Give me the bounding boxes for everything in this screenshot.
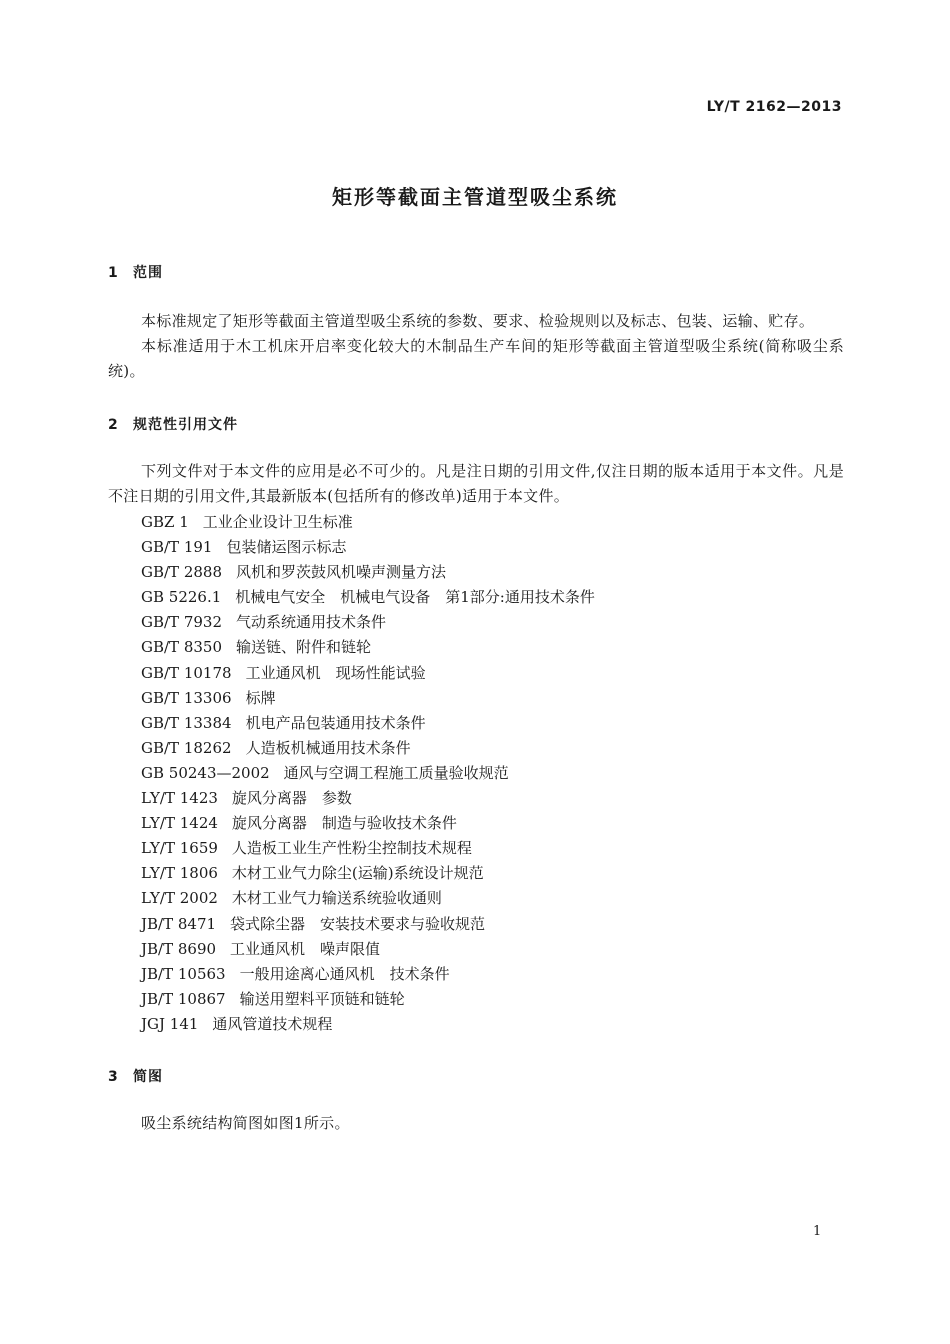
- reference-code: GB/T 2888: [141, 563, 223, 582]
- reference-title: 输送用塑料平顶链和链轮: [239, 989, 405, 1008]
- section-number: 2: [108, 417, 119, 433]
- reference-item: [141, 560, 595, 585]
- reference-code: JB/T 10867: [141, 989, 226, 1008]
- reference-title: 包装储运图示标志: [226, 538, 347, 557]
- reference-item: [141, 912, 595, 937]
- reference-code: GB 50243—2002: [141, 763, 270, 782]
- reference-code: GB/T 10178: [141, 663, 232, 682]
- reference-item: [141, 510, 595, 535]
- reference-code: GB/T 18262: [141, 738, 232, 757]
- reference-title: 机械电气安全 机械电气设备 第1部分:通用技术条件: [235, 588, 595, 607]
- reference-list: [141, 510, 595, 1037]
- section-title: 规范性引用文件: [133, 417, 238, 433]
- reference-code: JGJ 141: [141, 1014, 199, 1033]
- section-3-heading: [108, 1066, 163, 1086]
- section-title: 范围: [133, 265, 163, 281]
- reference-item: [141, 836, 595, 861]
- diagram-paragraph: 吸尘系统结构简图如图1所示。: [141, 1114, 350, 1132]
- scope-paragraph-1: 本标准规定了矩形等截面主管道型吸尘系统的参数、要求、检验规则以及标志、包装、运输、贮存。: [141, 312, 815, 330]
- reference-title: 工业企业设计卫生标准: [202, 513, 353, 531]
- reference-title: 通风管道技术规程: [212, 1014, 333, 1033]
- reference-title: 通风与空调工程施工质量验收规范: [283, 763, 509, 782]
- reference-code: LY/T 1423: [141, 789, 218, 808]
- reference-code: LY/T 2002: [141, 889, 218, 908]
- page-number: 1: [813, 1224, 822, 1239]
- reference-title: 工业通风机 噪声限值: [230, 939, 381, 958]
- reference-item: [141, 1012, 595, 1037]
- reference-code: LY/T 1424: [141, 814, 218, 833]
- section-number: 1: [108, 265, 119, 281]
- reference-item: [141, 736, 595, 761]
- reference-code: GBZ 1: [141, 513, 189, 531]
- section-2-heading: [108, 414, 238, 434]
- reference-title: 人造板工业生产性粉尘控制技术规程: [231, 839, 472, 858]
- reference-title: 输送链、附件和链轮: [236, 638, 372, 657]
- reference-title: 机电产品包装通用技术条件: [245, 713, 426, 732]
- document-title: 矩形等截面主管道型吸尘系统: [332, 185, 618, 209]
- reference-item: [141, 987, 595, 1012]
- reference-code: GB/T 13306: [141, 688, 232, 707]
- reference-item: [141, 786, 595, 811]
- reference-item: [141, 686, 595, 711]
- reference-title: 人造板机械通用技术条件: [245, 738, 411, 757]
- reference-item: [141, 535, 595, 560]
- reference-code: JB/T 8690: [141, 939, 217, 958]
- section-title: 简图: [133, 1069, 163, 1085]
- reference-code: GB/T 7932: [141, 613, 223, 632]
- reference-code: GB/T 13384: [141, 713, 232, 732]
- reference-title: 一般用途离心通风机 技术条件: [239, 964, 450, 983]
- reference-code: JB/T 8471: [141, 914, 217, 933]
- reference-title: 气动系统通用技术条件: [236, 613, 387, 632]
- standard-code: LY/T 2162—2013: [706, 99, 842, 115]
- reference-title: 标牌: [245, 688, 276, 707]
- reference-title: 风机和罗茨鼓风机噪声测量方法: [236, 563, 447, 582]
- reference-item: [141, 962, 595, 987]
- reference-item: [141, 635, 595, 660]
- scope-paragraph-2: 本标准适用于木工机床开启率变化较大的木制品生产车间的矩形等截面主管道型吸尘系统(简称吸尘系统)。: [108, 337, 844, 380]
- reference-code: GB/T 191: [141, 538, 213, 557]
- reference-title: 旋风分离器 参数: [231, 789, 352, 808]
- reference-item: [141, 610, 595, 635]
- references-intro: 下列文件对于本文件的应用是必不可少的。凡是注日期的引用文件,仅注日期的版本适用于本文件。凡是不注日期的引用文件,其最新版本(包括所有的修改单)适用于本文件。: [108, 462, 844, 505]
- reference-title: 木材工业气力输送系统验收通则: [231, 889, 442, 908]
- reference-item: [141, 937, 595, 962]
- section-number: 3: [108, 1069, 119, 1085]
- reference-title: 袋式除尘器 安装技术要求与验收规范: [230, 914, 486, 933]
- reference-item: [141, 761, 595, 786]
- reference-title: 工业通风机 现场性能试验: [245, 663, 426, 682]
- reference-item: [141, 811, 595, 836]
- reference-code: GB 5226.1: [141, 588, 222, 607]
- reference-item: [141, 585, 595, 610]
- reference-code: LY/T 1806: [141, 864, 218, 883]
- section-1-heading: [108, 262, 163, 282]
- reference-code: LY/T 1659: [141, 839, 218, 858]
- reference-code: JB/T 10563: [141, 964, 226, 983]
- reference-title: 木材工业气力除尘(运输)系统设计规范: [231, 864, 484, 883]
- reference-item: [141, 861, 595, 886]
- reference-title: 旋风分离器 制造与验收技术条件: [231, 814, 457, 833]
- reference-item: [141, 661, 595, 686]
- reference-code: GB/T 8350: [141, 638, 223, 657]
- reference-item: [141, 886, 595, 911]
- reference-item: [141, 711, 595, 736]
